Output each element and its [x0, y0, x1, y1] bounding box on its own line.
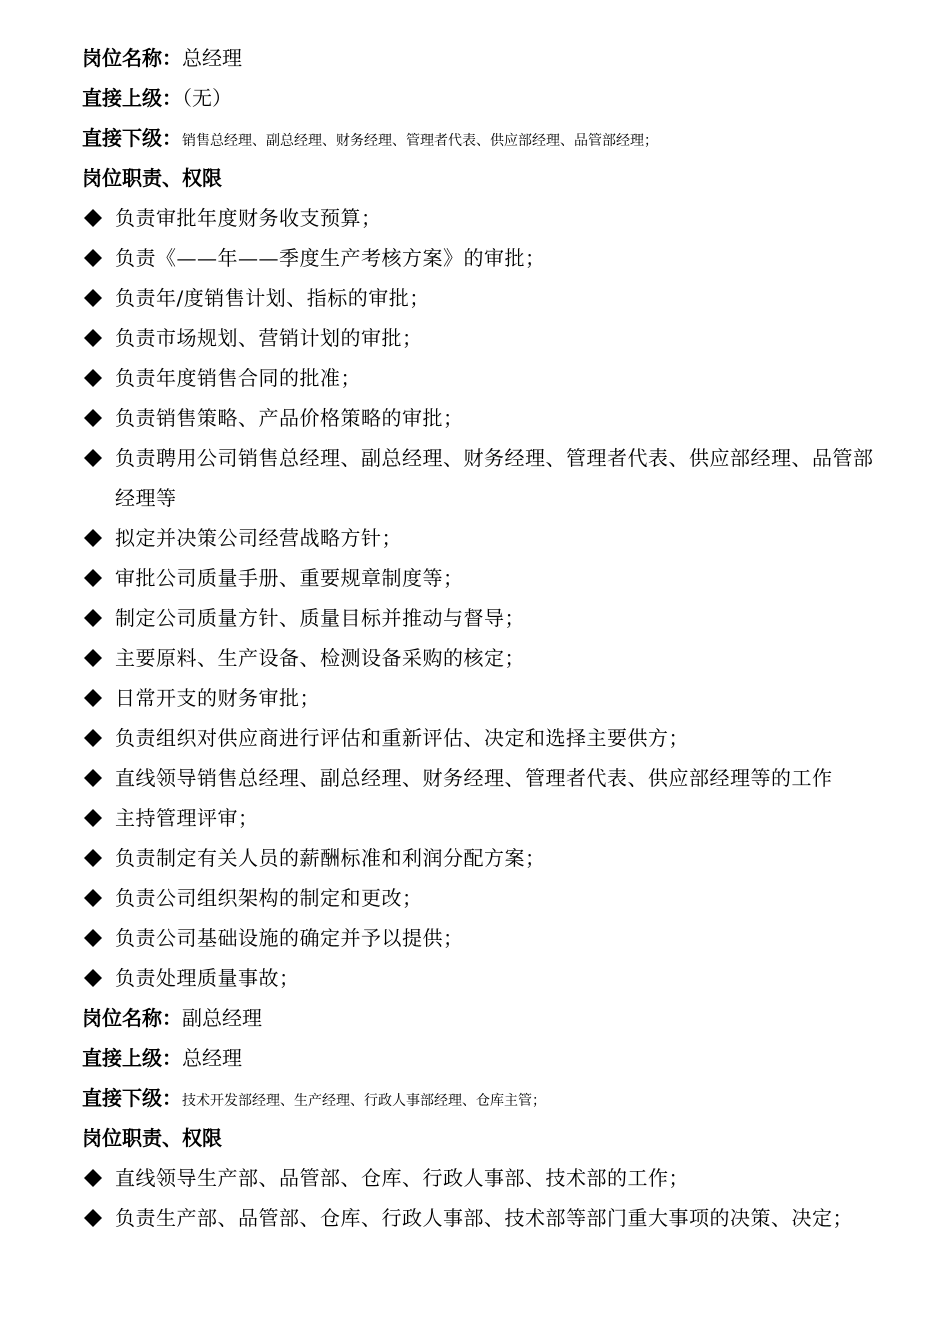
duty-item — [82, 958, 892, 998]
duties-heading: 岗位职责、权限 — [82, 1126, 222, 1150]
diamond-bullet-icon — [82, 718, 104, 758]
direct-superior-row — [82, 1038, 892, 1078]
duty-item — [82, 238, 892, 278]
direct-subordinate-value: 销售总经理、副总经理、财务经理、管理者代表、供应部经理、品管部经理； — [182, 133, 658, 149]
duty-text: 拟定并决策公司经营战略方针； — [115, 526, 402, 550]
duties-list — [82, 1158, 892, 1238]
diamond-bullet-icon — [82, 518, 104, 558]
duty-item — [82, 798, 892, 838]
diamond-bullet-icon — [82, 838, 104, 878]
duty-text: 负责聘用公司销售总经理、副总经理、财务经理、管理者代表、供应部经理、品管部经理等 — [115, 446, 874, 510]
diamond-bullet-icon — [82, 318, 104, 358]
duty-text: 负责处理质量事故； — [115, 966, 300, 990]
duty-item — [82, 358, 892, 398]
duty-text: 负责审批年度财务收支预算； — [115, 206, 382, 230]
duty-item — [82, 638, 892, 678]
diamond-bullet-icon — [82, 598, 104, 638]
duty-text: 直线领导销售总经理、副总经理、财务经理、管理者代表、供应部经理等的工作 — [115, 766, 833, 790]
job-section-general-manager — [82, 38, 892, 998]
position-name-label: 岗位名称： — [82, 1006, 182, 1030]
duty-item — [82, 878, 892, 918]
duty-item — [82, 718, 892, 758]
diamond-bullet-icon — [82, 1198, 104, 1238]
duty-text: 负责年度销售合同的批准； — [115, 366, 361, 390]
position-name-label: 岗位名称： — [82, 46, 182, 70]
position-name-value: 总经理 — [182, 46, 242, 70]
diamond-bullet-icon — [82, 358, 104, 398]
duty-item — [82, 678, 892, 718]
duty-item — [82, 318, 892, 358]
duty-text: 负责生产部、品管部、仓库、行政人事部、技术部等部门重大事项的决策、决定； — [115, 1206, 853, 1230]
diamond-bullet-icon — [82, 1158, 104, 1198]
duty-text: 负责年/度销售计划、指标的审批； — [115, 286, 430, 310]
diamond-bullet-icon — [82, 278, 104, 318]
position-name-row — [82, 998, 892, 1038]
diamond-bullet-icon — [82, 678, 104, 718]
duty-text: 负责制定有关人员的薪酬标准和利润分配方案； — [115, 846, 546, 870]
direct-superior-value: 总经理 — [182, 1046, 242, 1070]
duty-item — [82, 598, 892, 638]
duty-text: 负责市场规划、营销计划的审批； — [115, 326, 423, 350]
duty-item — [82, 278, 892, 318]
direct-subordinate-label: 直接下级： — [82, 126, 182, 150]
duty-text: 负责《——年——季度生产考核方案》的审批； — [115, 246, 546, 270]
duty-item — [82, 838, 892, 878]
duty-item — [82, 518, 892, 558]
duties-list — [82, 198, 892, 998]
direct-subordinate-row — [82, 1078, 892, 1118]
duty-item — [82, 758, 892, 798]
diamond-bullet-icon — [82, 758, 104, 798]
duty-text: 日常开支的财务审批； — [115, 686, 320, 710]
diamond-bullet-icon — [82, 558, 104, 598]
duty-item — [82, 1158, 892, 1198]
direct-superior-label: 直接上级： — [82, 1046, 182, 1070]
duty-item — [82, 398, 892, 438]
job-section-deputy-general-manager — [82, 998, 892, 1238]
duty-text: 负责公司组织架构的制定和更改； — [115, 886, 423, 910]
diamond-bullet-icon — [82, 798, 104, 838]
diamond-bullet-icon — [82, 958, 104, 998]
duty-item — [82, 438, 892, 518]
duty-text: 审批公司质量手册、重要规章制度等； — [115, 566, 464, 590]
duty-item — [82, 918, 892, 958]
direct-superior-value: （无） — [182, 86, 232, 110]
diamond-bullet-icon — [82, 238, 104, 278]
document-page — [82, 38, 892, 1238]
duty-text: 负责组织对供应商进行评估和重新评估、决定和选择主要供方； — [115, 726, 689, 750]
direct-subordinate-label: 直接下级： — [82, 1086, 182, 1110]
duty-text: 直线领导生产部、品管部、仓库、行政人事部、技术部的工作； — [115, 1166, 689, 1190]
diamond-bullet-icon — [82, 198, 104, 238]
duty-text: 主要原料、生产设备、检测设备采购的核定； — [115, 646, 525, 670]
diamond-bullet-icon — [82, 398, 104, 438]
diamond-bullet-icon — [82, 638, 104, 678]
position-name-row — [82, 38, 892, 78]
direct-superior-label: 直接上级： — [82, 86, 182, 110]
duty-text: 制定公司质量方针、质量目标并推动与督导； — [115, 606, 525, 630]
diamond-bullet-icon — [82, 438, 104, 478]
duty-text: 负责销售策略、产品价格策略的审批； — [115, 406, 464, 430]
duty-item — [82, 198, 892, 238]
duty-item — [82, 1198, 892, 1238]
direct-subordinate-value: 技术开发部经理、生产经理、行政人事部经理、仓库主管； — [182, 1093, 546, 1109]
duties-heading: 岗位职责、权限 — [82, 166, 222, 190]
position-name-value: 副总经理 — [182, 1006, 262, 1030]
duty-text: 主持管理评审； — [115, 806, 259, 830]
diamond-bullet-icon — [82, 878, 104, 918]
diamond-bullet-icon — [82, 918, 104, 958]
duty-item — [82, 558, 892, 598]
direct-superior-row — [82, 78, 892, 118]
direct-subordinate-row — [82, 118, 892, 158]
duty-text: 负责公司基础设施的确定并予以提供； — [115, 926, 464, 950]
